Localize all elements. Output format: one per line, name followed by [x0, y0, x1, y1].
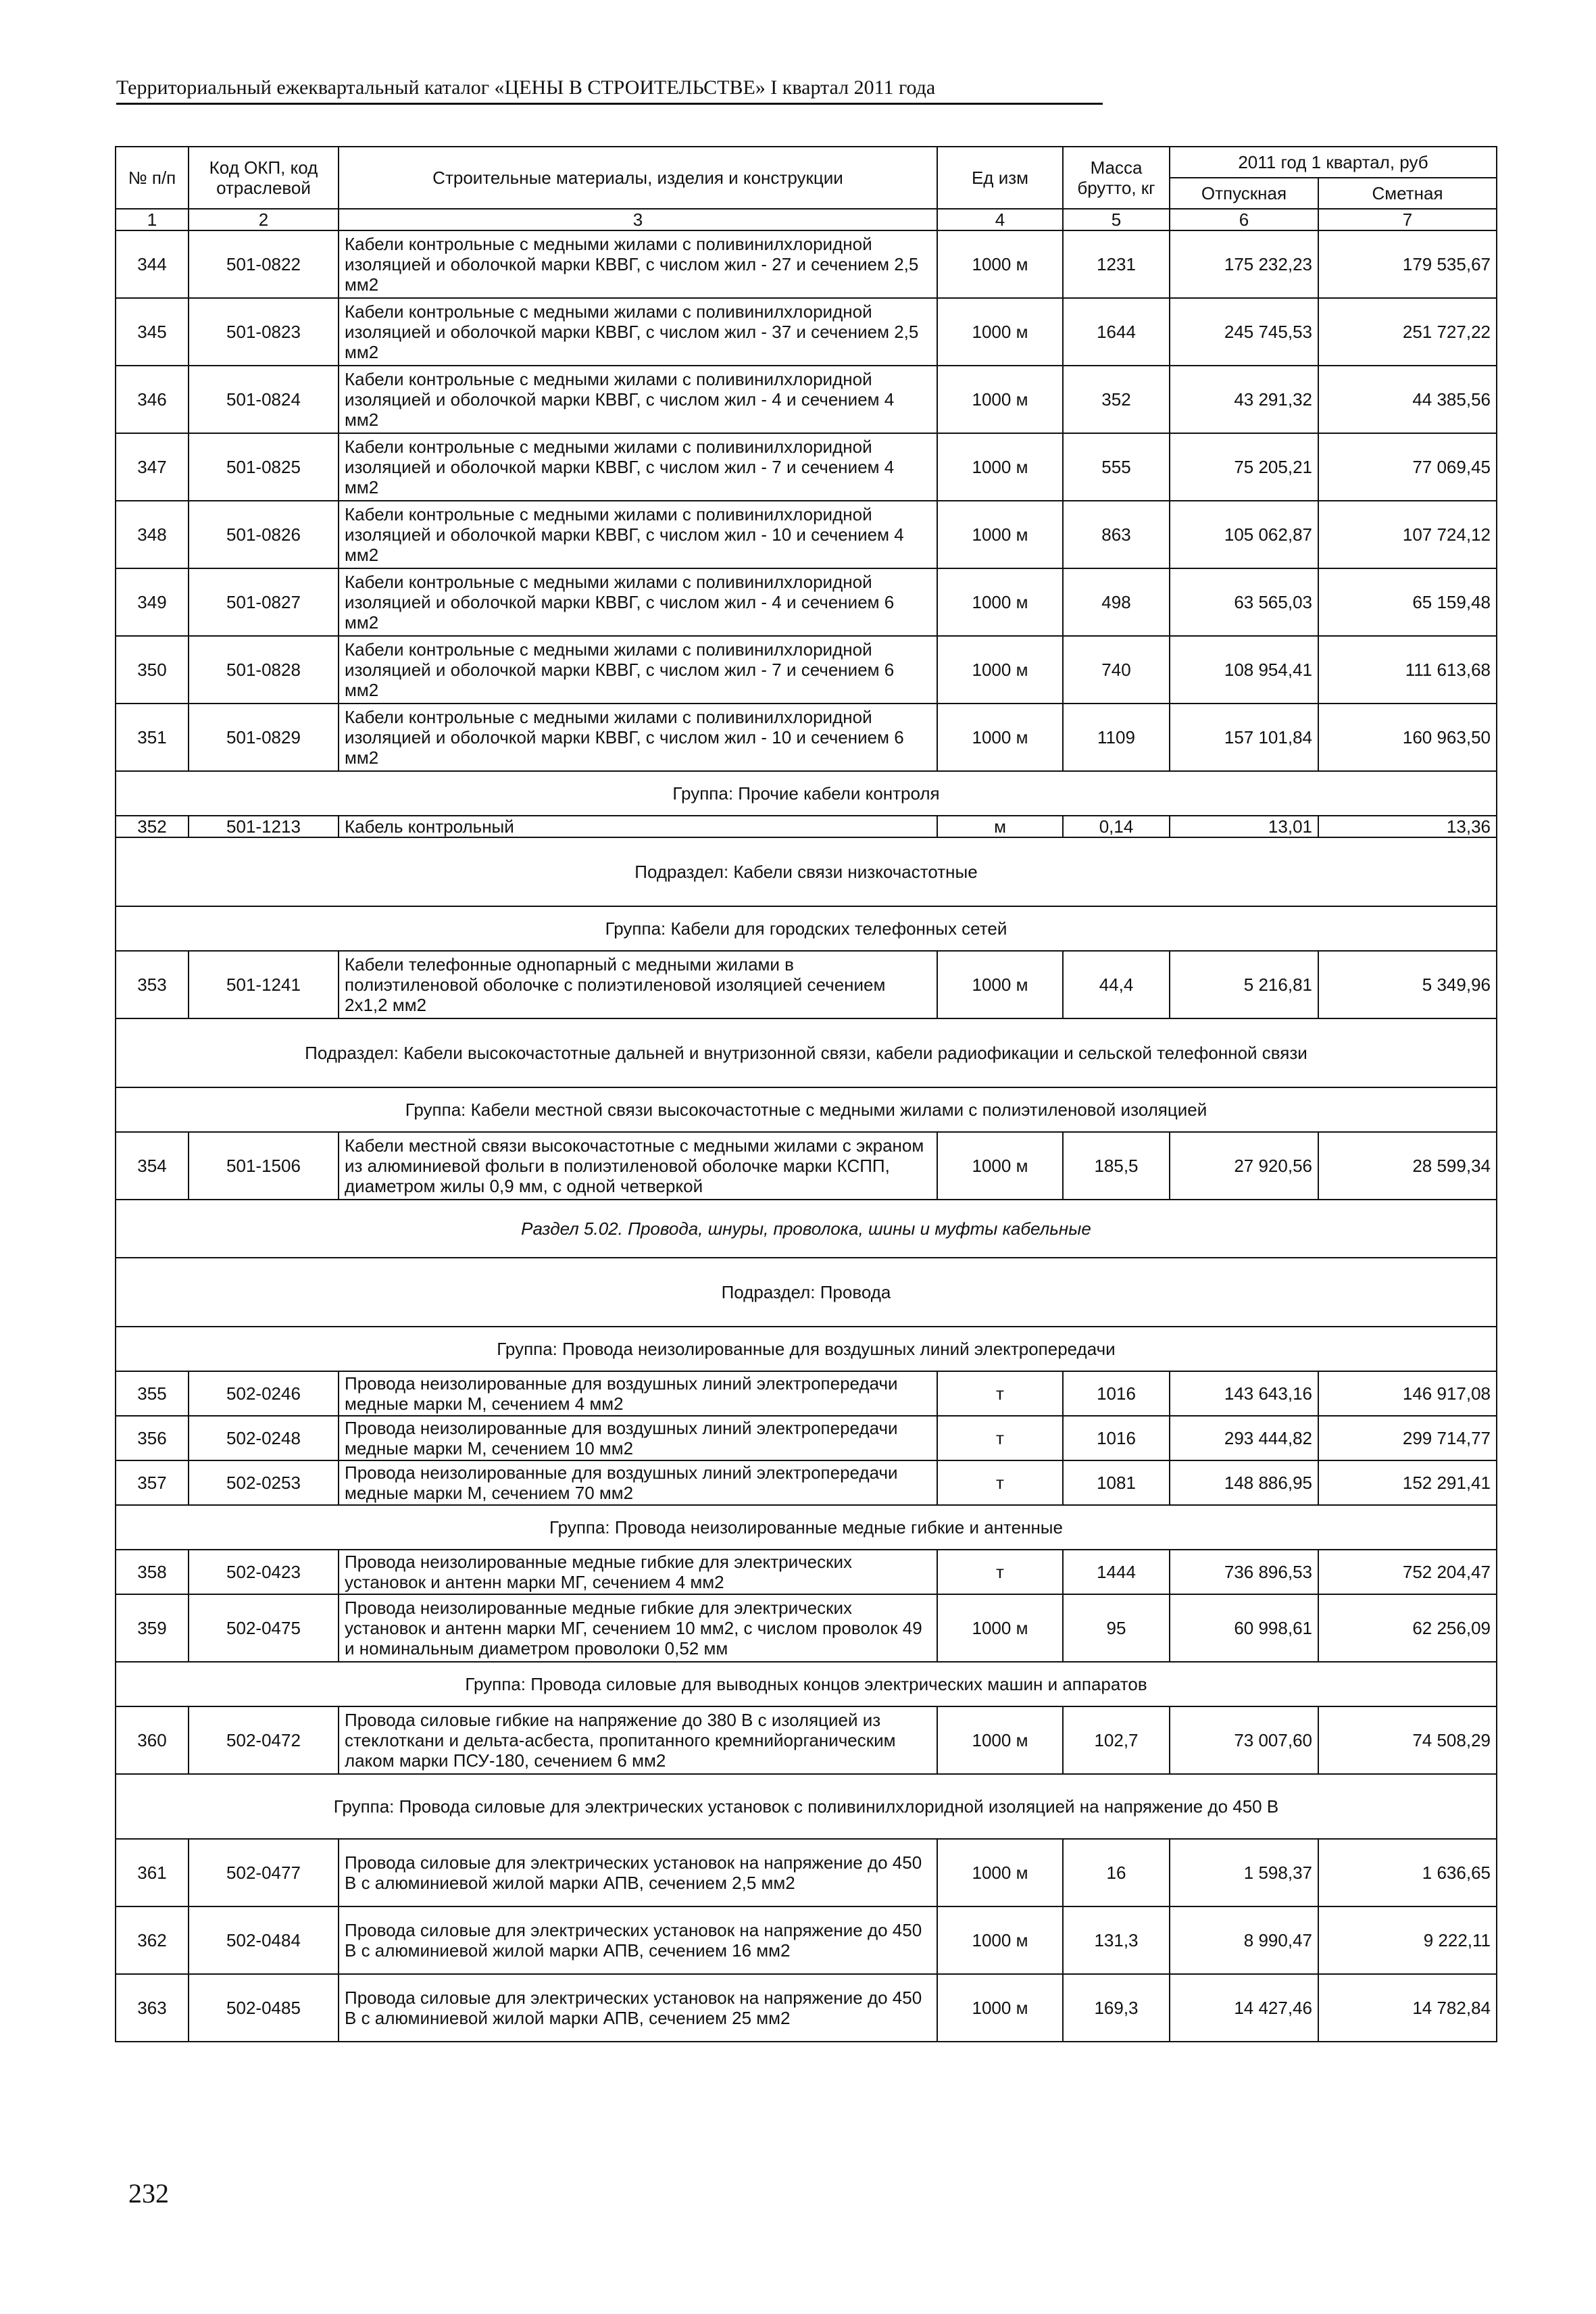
cell-description: Кабели контрольные с медными жилами с поливинилхлоридной изоляцией и оболочкой марки КВВГ, с числом жил - 27 и сечением 2,5 мм2	[339, 230, 937, 298]
cell-release-price: 245 745,53	[1170, 298, 1318, 366]
cell-release-price: 293 444,82	[1170, 1416, 1318, 1460]
column-number-row	[116, 209, 1497, 230]
col-header-name: Строительные материалы, изделия и конструкции	[339, 147, 937, 209]
table-row	[116, 230, 1497, 298]
cell-mass: 95	[1063, 1594, 1170, 1662]
cell-unit: 1000 м	[937, 1906, 1063, 1974]
col-number: 6	[1170, 209, 1318, 230]
table-row	[116, 1974, 1497, 2042]
cell-code: 501-0828	[189, 636, 339, 704]
col-number: 7	[1318, 209, 1497, 230]
subsection-heading: Подраздел: Кабели высокочастотные дальней и внутризонной связи, кабели радиофикации и сельской телефонной связи	[116, 1018, 1497, 1087]
group-heading-row	[116, 906, 1497, 951]
cell-unit: т	[937, 1416, 1063, 1460]
cell-code: 501-0824	[189, 366, 339, 433]
group-heading: Группа: Провода неизолированные медные гибкие и антенные	[116, 1505, 1497, 1550]
table-row	[116, 501, 1497, 568]
cell-code: 501-0829	[189, 704, 339, 771]
cell-num: 357	[116, 1460, 189, 1505]
cell-release-price: 5 216,81	[1170, 951, 1318, 1018]
cell-release-price: 108 954,41	[1170, 636, 1318, 704]
cell-release-price: 8 990,47	[1170, 1906, 1318, 1974]
table-row	[116, 433, 1497, 501]
col-header-estimate-price: Сметная	[1318, 178, 1497, 209]
cell-num: 353	[116, 951, 189, 1018]
cell-code: 502-0475	[189, 1594, 339, 1662]
cell-unit: 1000 м	[937, 1594, 1063, 1662]
cell-num: 347	[116, 433, 189, 501]
col-header-num: № п/п	[116, 147, 189, 209]
table-row	[116, 1416, 1497, 1460]
cell-unit: 1000 м	[937, 501, 1063, 568]
cell-release-price: 75 205,21	[1170, 433, 1318, 501]
col-number: 5	[1063, 209, 1170, 230]
cell-estimate-price: 146 917,08	[1318, 1371, 1497, 1416]
cell-unit: 1000 м	[937, 298, 1063, 366]
group-heading: Группа: Провода неизолированные для воздушных линий электропередачи	[116, 1327, 1497, 1371]
cell-unit: 1000 м	[937, 951, 1063, 1018]
cell-code: 501-1506	[189, 1132, 339, 1200]
table-row	[116, 951, 1497, 1018]
cell-num: 363	[116, 1974, 189, 2042]
cell-num: 349	[116, 568, 189, 636]
cell-unit: т	[937, 1460, 1063, 1505]
cell-description: Кабели контрольные с медными жилами с поливинилхлоридной изоляцией и оболочкой марки КВВГ, с числом жил - 10 и сечением 4 мм2	[339, 501, 937, 568]
cell-code: 501-1241	[189, 951, 339, 1018]
cell-estimate-price: 1 636,65	[1318, 1839, 1497, 1906]
col-header-price-group: 2011 год 1 квартал, руб	[1170, 147, 1497, 178]
cell-estimate-price: 160 963,50	[1318, 704, 1497, 771]
cell-mass: 16	[1063, 1839, 1170, 1906]
cell-num: 351	[116, 704, 189, 771]
cell-unit: 1000 м	[937, 230, 1063, 298]
cell-code: 501-0827	[189, 568, 339, 636]
cell-num: 356	[116, 1416, 189, 1460]
subsection-heading-row	[116, 1018, 1497, 1087]
table-row	[116, 1906, 1497, 1974]
cell-mass: 0,14	[1063, 816, 1170, 837]
cell-estimate-price: 107 724,12	[1318, 501, 1497, 568]
cell-mass: 1231	[1063, 230, 1170, 298]
group-heading-row	[116, 1774, 1497, 1839]
cell-unit: 1000 м	[937, 1839, 1063, 1906]
table-row	[116, 298, 1497, 366]
group-heading-row	[116, 1662, 1497, 1706]
cell-estimate-price: 251 727,22	[1318, 298, 1497, 366]
cell-code: 501-1213	[189, 816, 339, 837]
cell-mass: 498	[1063, 568, 1170, 636]
table-row	[116, 1839, 1497, 1906]
group-heading: Группа: Кабели местной связи высокочастотные с медными жилами с полиэтиленовой изоляцией	[116, 1087, 1497, 1132]
cell-mass: 1016	[1063, 1371, 1170, 1416]
cell-num: 352	[116, 816, 189, 837]
cell-release-price: 105 062,87	[1170, 501, 1318, 568]
cell-description: Провода силовые для электрических установок на напряжение до 450 В с алюминиевой жилой марки АПВ, сечением 16 мм2	[339, 1906, 937, 1974]
cell-estimate-price: 9 222,11	[1318, 1906, 1497, 1974]
col-header-mass: Масса брутто, кг	[1063, 147, 1170, 209]
cell-description: Кабели контрольные с медными жилами с поливинилхлоридной изоляцией и оболочкой марки КВВГ, с числом жил - 4 и сечением 4 мм2	[339, 366, 937, 433]
cell-estimate-price: 14 782,84	[1318, 1974, 1497, 2042]
cell-num: 360	[116, 1706, 189, 1774]
cell-mass: 131,3	[1063, 1906, 1170, 1974]
cell-num: 358	[116, 1550, 189, 1594]
col-number: 3	[339, 209, 937, 230]
cell-description: Кабели местной связи высокочастотные с медными жилами с экраном из алюминиевой фольги в полиэтиленовой оболочке марки КСПП, диаметром жилы 0,9 мм, с одной четверкой	[339, 1132, 937, 1200]
cell-unit: 1000 м	[937, 704, 1063, 771]
cell-unit: т	[937, 1550, 1063, 1594]
cell-release-price: 13,01	[1170, 816, 1318, 837]
col-header-unit: Ед изм	[937, 147, 1063, 209]
cell-mass: 1109	[1063, 704, 1170, 771]
subsection-heading: Подраздел: Кабели связи низкочастотные	[116, 837, 1497, 906]
cell-num: 359	[116, 1594, 189, 1662]
cell-unit: 1000 м	[937, 1974, 1063, 2042]
cell-unit: 1000 м	[937, 1706, 1063, 1774]
cell-unit: 1000 м	[937, 568, 1063, 636]
table-row	[116, 568, 1497, 636]
section-heading-row	[116, 1200, 1497, 1258]
cell-code: 501-0822	[189, 230, 339, 298]
cell-code: 502-0246	[189, 1371, 339, 1416]
table-header-row	[116, 147, 1497, 178]
group-heading-row	[116, 1087, 1497, 1132]
cell-code: 501-0823	[189, 298, 339, 366]
cell-mass: 1644	[1063, 298, 1170, 366]
cell-num: 344	[116, 230, 189, 298]
cell-mass: 102,7	[1063, 1706, 1170, 1774]
cell-description: Кабель контрольный	[339, 816, 937, 837]
cell-release-price: 1 598,37	[1170, 1839, 1318, 1906]
group-heading: Группа: Кабели для городских телефонных сетей	[116, 906, 1497, 951]
cell-num: 346	[116, 366, 189, 433]
cell-description: Провода неизолированные для воздушных линий электропередачи медные марки М, сечением 4 мм2	[339, 1371, 937, 1416]
subsection-heading-row	[116, 1258, 1497, 1327]
cell-unit: 1000 м	[937, 636, 1063, 704]
cell-code: 501-0826	[189, 501, 339, 568]
cell-mass: 352	[1063, 366, 1170, 433]
table-row	[116, 1132, 1497, 1200]
cell-mass: 555	[1063, 433, 1170, 501]
col-number: 1	[116, 209, 189, 230]
cell-description: Провода неизолированные медные гибкие для электрических установок и антенн марки МГ, сечением 4 мм2	[339, 1550, 937, 1594]
cell-unit: 1000 м	[937, 366, 1063, 433]
cell-estimate-price: 74 508,29	[1318, 1706, 1497, 1774]
group-heading: Группа: Провода силовые для выводных концов электрических машин и аппаратов	[116, 1662, 1497, 1706]
cell-estimate-price: 111 613,68	[1318, 636, 1497, 704]
cell-estimate-price: 62 256,09	[1318, 1594, 1497, 1662]
cell-description: Кабели контрольные с медными жилами с поливинилхлоридной изоляцией и оболочкой марки КВВГ, с числом жил - 7 и сечением 4 мм2	[339, 433, 937, 501]
cell-description: Провода силовые для электрических установок на напряжение до 450 В с алюминиевой жилой марки АПВ, сечением 25 мм2	[339, 1974, 937, 2042]
cell-estimate-price: 77 069,45	[1318, 433, 1497, 501]
cell-mass: 44,4	[1063, 951, 1170, 1018]
cell-estimate-price: 28 599,34	[1318, 1132, 1497, 1200]
table-row	[116, 704, 1497, 771]
cell-description: Кабели контрольные с медными жилами с поливинилхлоридной изоляцией и оболочкой марки КВВГ, с числом жил - 10 и сечением 6 мм2	[339, 704, 937, 771]
cell-release-price: 143 643,16	[1170, 1371, 1318, 1416]
cell-estimate-price: 5 349,96	[1318, 951, 1497, 1018]
cell-num: 345	[116, 298, 189, 366]
cell-description: Кабели контрольные с медными жилами с поливинилхлоридной изоляцией и оболочкой марки КВВГ, с числом жил - 37 и сечением 2,5 мм2	[339, 298, 937, 366]
cell-estimate-price: 13,36	[1318, 816, 1497, 837]
catalog-header: Территориальный ежеквартальный каталог «ЦЕНЫ В СТРОИТЕЛЬСТВЕ» I квартал 2011 года	[116, 76, 1103, 105]
cell-code: 502-0423	[189, 1550, 339, 1594]
col-number: 2	[189, 209, 339, 230]
cell-num: 348	[116, 501, 189, 568]
cell-code: 502-0477	[189, 1839, 339, 1906]
table-row	[116, 1706, 1497, 1774]
table-row	[116, 636, 1497, 704]
cell-release-price: 14 427,46	[1170, 1974, 1318, 2042]
cell-num: 361	[116, 1839, 189, 1906]
group-heading-row	[116, 1327, 1497, 1371]
col-header-code: Код ОКП, код отраслевой	[189, 147, 339, 209]
cell-mass: 1081	[1063, 1460, 1170, 1505]
page-number: 232	[128, 2178, 169, 2209]
cell-code: 502-0248	[189, 1416, 339, 1460]
cell-num: 354	[116, 1132, 189, 1200]
cell-release-price: 27 920,56	[1170, 1132, 1318, 1200]
table-row	[116, 1550, 1497, 1594]
cell-description: Кабели контрольные с медными жилами с поливинилхлоридной изоляцией и оболочкой марки КВВГ, с числом жил - 4 и сечением 6 мм2	[339, 568, 937, 636]
col-number: 4	[937, 209, 1063, 230]
table-row	[116, 1460, 1497, 1505]
cell-description: Провода силовые для электрических установок на напряжение до 450 В с алюминиевой жилой марки АПВ, сечением 2,5 мм2	[339, 1839, 937, 1906]
cell-code: 501-0825	[189, 433, 339, 501]
group-heading-row	[116, 1505, 1497, 1550]
cell-mass: 740	[1063, 636, 1170, 704]
table-body	[116, 230, 1497, 2042]
cell-mass: 863	[1063, 501, 1170, 568]
cell-unit: м	[937, 816, 1063, 837]
cell-release-price: 148 886,95	[1170, 1460, 1318, 1505]
table-row	[116, 366, 1497, 433]
group-heading: Группа: Прочие кабели контроля	[116, 771, 1497, 816]
table-row	[116, 816, 1497, 837]
cell-release-price: 63 565,03	[1170, 568, 1318, 636]
cell-mass: 1444	[1063, 1550, 1170, 1594]
cell-code: 502-0472	[189, 1706, 339, 1774]
cell-num: 362	[116, 1906, 189, 1974]
cell-estimate-price: 299 714,77	[1318, 1416, 1497, 1460]
cell-release-price: 73 007,60	[1170, 1706, 1318, 1774]
cell-release-price: 175 232,23	[1170, 230, 1318, 298]
cell-release-price: 60 998,61	[1170, 1594, 1318, 1662]
cell-mass: 185,5	[1063, 1132, 1170, 1200]
cell-description: Провода силовые гибкие на напряжение до 380 В с изоляцией из стеклоткани и дельта-асбеста, пропитанного кремнийорганическим лаком марки ПСУ-180, сечением 6 мм2	[339, 1706, 937, 1774]
cell-estimate-price: 752 204,47	[1318, 1550, 1497, 1594]
cell-description: Провода неизолированные медные гибкие для электрических установок и антенн марки МГ, сечением 10 мм2, с числом проволок 49 и номинальным диаметром проволоки 0,52 мм	[339, 1594, 937, 1662]
col-header-release-price: Отпускная	[1170, 178, 1318, 209]
table-row	[116, 1371, 1497, 1416]
cell-code: 502-0253	[189, 1460, 339, 1505]
group-heading-row	[116, 771, 1497, 816]
cell-description: Кабели контрольные с медными жилами с поливинилхлоридной изоляцией и оболочкой марки КВВГ, с числом жил - 7 и сечением 6 мм2	[339, 636, 937, 704]
group-heading: Группа: Провода силовые для электрических установок с поливинилхлоридной изоляцией на напряжение до 450 В	[116, 1774, 1497, 1839]
cell-estimate-price: 179 535,67	[1318, 230, 1497, 298]
cell-description: Провода неизолированные для воздушных линий электропередачи медные марки М, сечением 70 мм2	[339, 1460, 937, 1505]
cell-num: 355	[116, 1371, 189, 1416]
cell-description: Провода неизолированные для воздушных линий электропередачи медные марки М, сечением 10 мм2	[339, 1416, 937, 1460]
table-row	[116, 1594, 1497, 1662]
cell-unit: 1000 м	[937, 1132, 1063, 1200]
section-heading: Раздел 5.02. Провода, шнуры, проволока, шины и муфты кабельные	[116, 1200, 1497, 1258]
price-table	[115, 146, 1497, 2042]
cell-release-price: 157 101,84	[1170, 704, 1318, 771]
cell-unit: 1000 м	[937, 433, 1063, 501]
subsection-heading-row	[116, 837, 1497, 906]
cell-unit: т	[937, 1371, 1063, 1416]
cell-release-price: 736 896,53	[1170, 1550, 1318, 1594]
cell-num: 350	[116, 636, 189, 704]
cell-estimate-price: 152 291,41	[1318, 1460, 1497, 1505]
cell-code: 502-0485	[189, 1974, 339, 2042]
cell-estimate-price: 65 159,48	[1318, 568, 1497, 636]
cell-estimate-price: 44 385,56	[1318, 366, 1497, 433]
cell-mass: 169,3	[1063, 1974, 1170, 2042]
cell-code: 502-0484	[189, 1906, 339, 1974]
subsection-heading: Подраздел: Провода	[116, 1258, 1497, 1327]
cell-description: Кабели телефонные однопарный с медными жилами в полиэтиленовой оболочке с полиэтиленовой изоляцией сечением 2х1,2 мм2	[339, 951, 937, 1018]
cell-mass: 1016	[1063, 1416, 1170, 1460]
cell-release-price: 43 291,32	[1170, 366, 1318, 433]
